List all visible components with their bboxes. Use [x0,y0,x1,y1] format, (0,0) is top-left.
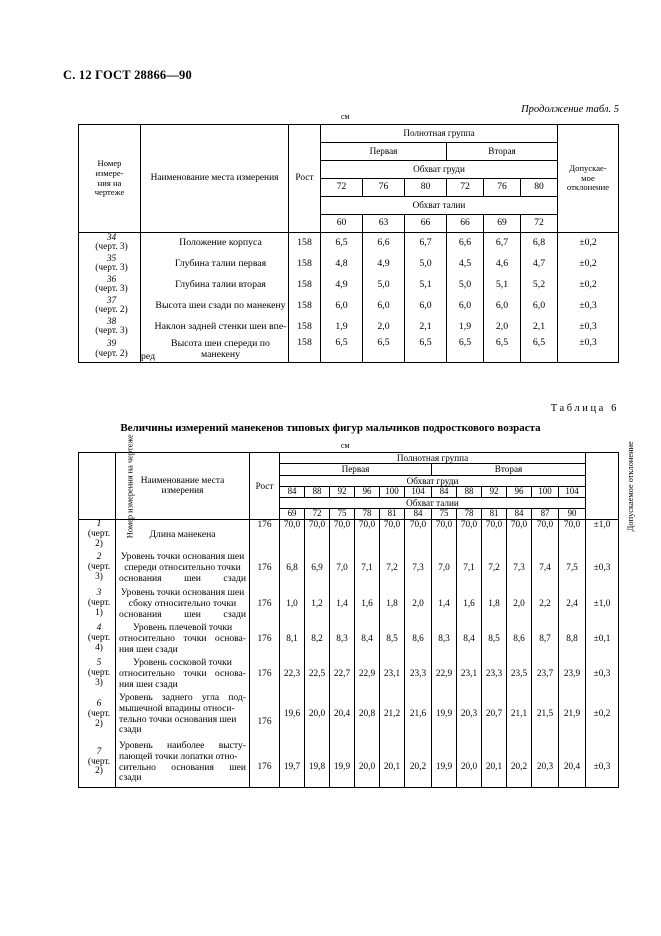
table6-row-tolerance: ±0,1 [586,622,619,657]
table5-header-rost: Рост [289,125,321,233]
table5-waist-v6: 72 [521,215,558,233]
table5-cell: 6,5 [484,338,521,363]
table6-waist-v4: 78 [355,509,380,520]
table5-header-num-l2: измере- [95,167,124,178]
table5-row-tolerance: ±0,2 [558,233,619,254]
table6-row-name-main: Уровень сосковой точки относительно точки основа- [119,657,246,679]
running-head: С. 12 ГОСТ 28866—90 [63,68,192,82]
table6-chest-v9: 92 [482,486,507,497]
table6-row-draft-ref: (черт. 3) [87,668,111,689]
table6-cell: 70,0 [405,520,432,550]
table5-cell: 5,0 [447,275,484,296]
table6-row-num-value: 4 [96,623,102,634]
table6-cell: 70,0 [380,520,405,550]
table6-cell: 20,2 [507,738,532,788]
table5-waist-v5: 69 [484,215,521,233]
table6-header-name-l1: Наименование места [140,475,225,486]
table5-cell: 6,0 [447,296,484,317]
table6-cell: 21,1 [507,692,532,738]
table5-cell: 4,9 [321,275,363,296]
table6-row-name-tail: ния шеи сзади [119,643,178,655]
table6-unit-label: см [341,441,350,450]
table5-cell: 2,1 [521,317,558,338]
table6-cell: 8,4 [355,622,380,657]
table5-header-group-second: Вторая [447,143,558,161]
table6-row-draft-ref: (черт. 4) [87,633,111,654]
table5-row-num-value: 39 [106,339,117,350]
table5-row-name: Глубина талии вторая [141,275,289,296]
table6-chest-v11: 100 [532,486,559,497]
table6-cell: 8,3 [432,622,457,657]
table5-row-draft-ref: (черт. 2) [95,305,128,315]
table-row [79,550,619,587]
table6-cell: 70,0 [559,520,586,550]
table5-row-rost: 158 [289,296,321,317]
table6-header-row-group [79,453,619,464]
table5-cell: 6,0 [321,296,363,317]
table5-cell: 4,9 [363,254,405,275]
table5-waist-v3: 66 [405,215,447,233]
table6-cell: 1,2 [305,587,330,622]
table5-cell: 4,6 [484,254,521,275]
table6-chest-v5: 100 [380,486,405,497]
table6-cell: 70,0 [507,520,532,550]
table6-row-rost: 176 [250,692,280,738]
table5-cell: 4,7 [521,254,558,275]
table6-row-tolerance: ±0,3 [586,657,619,692]
table5-cell: 5,0 [363,275,405,296]
table6-row-name-tail2: сзади [119,724,142,736]
table6-cell: 22,7 [330,657,355,692]
table6-cell: 19,6 [280,692,305,738]
table6-row-name-tail2: сзади [119,772,142,784]
table5-row-name: Высота шеи спереди по манекену [141,338,289,363]
table6-cell: 19,9 [432,738,457,788]
table5-row-tolerance: ±0,2 [558,254,619,275]
table5-cell: 6,7 [484,233,521,254]
table6-cell: 21,5 [532,692,559,738]
table5-row-name: Глубина талии первая [141,254,289,275]
table6-row-name [116,657,250,692]
table5-cell: 6,5 [447,338,484,363]
table6-waist-v2: 72 [305,509,330,520]
table6-cell: 2,4 [559,587,586,622]
table5-header-chest: Обхват груди [321,161,558,179]
table6-cell: 8,4 [457,622,482,657]
table5-header-tol-l3: отклонение [566,182,610,193]
table6-cell: 7,3 [405,550,432,587]
table6-cell: 7,0 [432,550,457,587]
table6-cell: 8,5 [380,622,405,657]
table5-header-row-group [79,125,619,143]
table5-cell: 6,7 [405,233,447,254]
table6-waist-v3: 75 [330,509,355,520]
table5-cell: 5,1 [484,275,521,296]
table6-cell: 20,4 [559,738,586,788]
table6-title: Величины измерений манекенов типовых фигур мальчиков подросткового возраста [120,422,541,434]
table6-chest-v6: 104 [405,486,432,497]
table6-cell: 21,6 [405,692,432,738]
table6-cell: 22,9 [432,657,457,692]
table6-cell: 70,0 [482,520,507,550]
table6-cell: 22,5 [305,657,330,692]
table6-cell: 20,7 [482,692,507,738]
table6-row-number [79,587,116,622]
table-row [79,317,619,338]
table6-cell: 2,0 [405,587,432,622]
table6-cell: 8,6 [507,622,532,657]
table6-row-rost: 176 [250,657,280,692]
table6-header-group: Полнотная группа [280,453,586,464]
table6-cell: 20,0 [305,692,330,738]
table5-row-num-value: 38 [106,316,117,327]
table5-row-number [79,317,141,338]
table6-header-group-first: Первая [280,464,432,475]
table5-cell: 6,0 [405,296,447,317]
table6-cell: 7,2 [380,550,405,587]
table6-row-draft-ref: (черт. 1) [87,598,111,619]
table5-row-name: Наклон задней стенки шеи впе- [141,317,289,338]
table6-cell: 21,2 [380,692,405,738]
table5-cell: 6,8 [521,233,558,254]
table5-chest-v2: 76 [363,179,405,197]
table6-chest-v2: 88 [305,486,330,497]
table6-cell: 7,0 [330,550,355,587]
table6-row-tolerance: ±1,0 [586,520,619,550]
table5-row38-name-tail: ред [141,351,156,362]
table6-chest-v7: 84 [432,486,457,497]
table5-waist-v1: 60 [321,215,363,233]
table6-cell: 70,0 [532,520,559,550]
table6-row-name-tail: ния шеи сзади [119,678,178,690]
table6-cell: 20,0 [457,738,482,788]
table6-waist-v6: 84 [405,509,432,520]
table6-row-number [79,657,116,692]
table5-cell: 5,0 [405,254,447,275]
table6-cell: 19,8 [305,738,330,788]
table6-cell: 70,0 [432,520,457,550]
table6-cell: 2,0 [507,587,532,622]
table5-cell: 6,5 [321,338,363,363]
table-row [79,338,619,363]
table6-cell: 7,2 [482,550,507,587]
table5-header-tol-l1: Допускае- [569,163,607,174]
table-row [79,738,619,788]
table6-cell: 20,2 [405,738,432,788]
table6-cell: 7,3 [507,550,532,587]
table5-cell: 2,1 [405,317,447,338]
table6-row-draft-ref: (черт. 3) [87,562,111,583]
table6-cell: 20,1 [482,738,507,788]
table6-cell: 19,9 [432,692,457,738]
table5-header-num-l1: Номер [97,158,122,169]
table5-row-draft-ref: (черт. 3) [95,242,128,253]
table6-row-tolerance: ±0,3 [586,550,619,587]
table5-header-tol-l2: мое [581,172,595,183]
table5-row-tolerance: ±0,3 [558,296,619,317]
table5-header-name: Наименование места измерения [141,125,289,233]
table6-cell: 23,3 [405,657,432,692]
table5-cell: 1,9 [447,317,484,338]
table6-cell: 23,1 [457,657,482,692]
table5-header-waist: Обхват талии [321,197,558,215]
table5-cell: 6,6 [447,233,484,254]
table5-row-rost: 158 [289,338,321,363]
table6-row-name-main: Уровень наиболее высту- [119,740,246,752]
table6-cell: 6,9 [305,550,330,587]
table5-cell: 5,1 [405,275,447,296]
table6-row-name-main: Уровень заднего угла под- [119,692,246,704]
table6-chest-v8: 88 [457,486,482,497]
table5-row-num-value: 34 [106,232,117,243]
table6-cell: 7,5 [559,550,586,587]
table6-chest-v3: 92 [330,486,355,497]
table5-unit-label: см [341,112,350,121]
table5-row-number [79,275,141,296]
table6-cell: 23,7 [532,657,559,692]
table5-cell: 6,0 [484,296,521,317]
table5-chest-v3: 80 [405,179,447,197]
table5-cell: 6,6 [363,233,405,254]
table5-row-num-value: 35 [106,253,117,264]
table6-cell: 8,5 [482,622,507,657]
table6-row-draft-ref: (черт. 2) [87,529,111,549]
table5-row-draft-ref: (черт. 3) [95,263,128,273]
table6-row-number [79,622,116,657]
table6-row-name: Уровень точки основания шеи сбоку относительно точки основания шеи сзади [116,587,250,622]
table6-cell: 70,0 [457,520,482,550]
table6-cell: 70,0 [330,520,355,550]
table6-chest-v12: 104 [559,486,586,497]
table-row [79,296,619,317]
table6-cell: 23,1 [380,657,405,692]
table5-header-num-l3: ния на [97,177,122,188]
table5-header-num [79,125,141,233]
table6-cell: 8,7 [532,622,559,657]
table6-header-group-second: Вторая [432,464,586,475]
table6-row-name [116,738,250,788]
table5-row-number [79,254,141,275]
table5-row-draft-ref: (черт. 3) [95,284,128,294]
table6-row-draft-ref: (черт. 2) [87,708,111,729]
table6-cell: 7,4 [532,550,559,587]
table6-header-name-l2: измерения [161,486,204,497]
table6-cell: 70,0 [355,520,380,550]
table6-header-num-text: Номер измерения на чертеже [125,434,135,539]
table6-row-number [79,738,116,788]
table5-cell: 6,5 [321,233,363,254]
table5-row-tolerance: ±0,3 [558,317,619,338]
table6-cell: 7,1 [457,550,482,587]
table-row [79,587,619,622]
table5-header-group-first: Первая [321,143,447,161]
table6-waist-v11: 87 [532,509,559,520]
table5-row-num-value: 37 [106,295,117,306]
table5-chest-84: 72 [321,179,363,197]
table6-row-name [116,692,250,738]
table6-cell: 6,8 [280,550,305,587]
table6-header-tol-text: Допускаемое отклонение [625,441,635,532]
table5-waist-v4: 66 [447,215,484,233]
table6-waist-v8: 78 [457,509,482,520]
table6-cell: 23,5 [507,657,532,692]
table6-row-tolerance: ±1,0 [586,587,619,622]
table5-row-draft-ref: (черт. 2) [95,348,128,359]
table6-row-name-mid: мышечной впадины относи- [119,703,235,715]
table6-cell: 19,9 [330,738,355,788]
table6-row-num-value: 1 [96,519,102,530]
table6-cell: 19,7 [280,738,305,788]
table5-header-group: Полнотная группа [321,125,558,143]
table5-waist-v2: 63 [363,215,405,233]
table6-cell: 8,8 [559,622,586,657]
table-row [79,275,619,296]
table6-row-name: Уровень точки основания шеи спереди относительно точки основания шеи сзади [116,550,250,587]
table5-row-rost: 158 [289,254,321,275]
table5-row-rost: 158 [289,233,321,254]
table6-row-num-value: 2 [96,552,102,563]
table6-row-number [79,520,116,550]
table6-row-name-mid: пающей точки лопатки отно- [119,750,238,762]
table-row [79,520,619,550]
table5-row-num-value: 36 [106,274,117,285]
table6-cell: 1,4 [432,587,457,622]
table6-waist-v9: 81 [482,509,507,520]
table6-cell: 2,2 [532,587,559,622]
table6-row-num-value: 7 [96,746,102,757]
table-row [79,622,619,657]
table5-cell: 2,0 [363,317,405,338]
table6-row-tolerance: ±0,2 [586,692,619,738]
table5-row-number [79,233,141,254]
table5-row-number [79,338,141,363]
table6-row-rost: 176 [250,550,280,587]
table6-cell: 23,3 [482,657,507,692]
table5-row-name: Высота шеи сзади по манекену [141,296,289,317]
table6-cell: 1,8 [482,587,507,622]
table5-row-rost: 158 [289,275,321,296]
table6-cell: 70,0 [305,520,330,550]
table6-cell: 8,2 [305,622,330,657]
table6-cell: 23,9 [559,657,586,692]
table6-row-draft-ref: (черт. 2) [87,756,111,777]
table6-row-name: Длина манекена [116,520,250,550]
table6-header-rost: Рост [250,453,280,520]
table6-row-name-main: Уровень плечевой точки относительно точки основа- [119,622,246,644]
table6-cell: 8,6 [405,622,432,657]
table6-number-label: Таблица 6 [550,403,619,414]
table-row [79,233,619,254]
table6-cell: 8,1 [280,622,305,657]
table6-row-rost: 176 [250,622,280,657]
table5-cell: 6,0 [363,296,405,317]
table6-cell: 20,8 [355,692,380,738]
table6-waist-v7: 75 [432,509,457,520]
table6-row-name-tail: тельно точки основания шеи [119,713,237,725]
table6-waist-v10: 84 [507,509,532,520]
table6-waist-v5: 81 [380,509,405,520]
table6-waist-v1: 69 [280,509,305,520]
table6-row-num-value: 5 [96,658,102,669]
table-row [79,657,619,692]
table6-chest-v10: 96 [507,486,532,497]
table5-cell: 6,5 [405,338,447,363]
table6-cell: 21,9 [559,692,586,738]
table6-cell: 1,6 [355,587,380,622]
table6-row-name [116,622,250,657]
table6-cell: 8,3 [330,622,355,657]
table5-chest-v6: 80 [521,179,558,197]
table5-cell: 6,0 [521,296,558,317]
table5-row-tolerance: ±0,3 [558,338,619,363]
table5-continuation-label: Продолжение табл. 5 [521,104,619,115]
table6-cell: 1,4 [330,587,355,622]
table6-row-rost: 176 [250,738,280,788]
table6-cell: 20,1 [380,738,405,788]
table5-row-rost: 158 [289,317,321,338]
table6-chest-v1: 84 [280,486,305,497]
table6-header-chest: Обхват груди [280,475,586,486]
table-row [79,254,619,275]
table6-cell: 22,3 [280,657,305,692]
table6-row-number [79,550,116,587]
table6-cell: 7,1 [355,550,380,587]
table5-cell: 4,5 [447,254,484,275]
table5-row-tolerance: ±0,2 [558,275,619,296]
table6-chest-v4: 96 [355,486,380,497]
table5-cell: 6,5 [363,338,405,363]
table6-header-waist: Обхват талии [280,497,586,508]
table5-row-name: Положение корпуса [141,233,289,254]
table6-cell: 1,6 [457,587,482,622]
table6-row-num-value: 6 [96,698,102,709]
table6-row-num-value: 3 [96,588,102,599]
table5-chest-v5: 76 [484,179,521,197]
table5-cell: 4,8 [321,254,363,275]
table5-chest-v4: 72 [447,179,484,197]
table5-cell: 1,9 [321,317,363,338]
table6-cell: 20,0 [355,738,380,788]
table6-cell: 1,0 [280,587,305,622]
table5-cell: 5,2 [521,275,558,296]
table6-waist-v12: 90 [559,509,586,520]
table6-cell: 20,3 [457,692,482,738]
table6-cell: 20,4 [330,692,355,738]
table6-row-rost: 176 [250,520,280,550]
table-row [79,692,619,738]
table5-row-number [79,296,141,317]
table6-row-number [79,692,116,738]
table5-row-draft-ref: (черт. 3) [95,326,128,336]
table6-row-rost: 176 [250,587,280,622]
table6-row-tolerance: ±0,3 [586,738,619,788]
table6-cell: 20,3 [532,738,559,788]
table6-cell: 1,8 [380,587,405,622]
table-5 [78,124,619,363]
table5-header-num-l4: чертеже [94,187,125,198]
table6-row-name-tail: сительно основания шеи [119,761,246,773]
table5-cell: 2,0 [484,317,521,338]
table5-cell: 6,5 [521,338,558,363]
table6-cell: 70,0 [280,520,305,550]
table6-cell: 22,9 [355,657,380,692]
table5-header-tolerance [558,125,619,233]
